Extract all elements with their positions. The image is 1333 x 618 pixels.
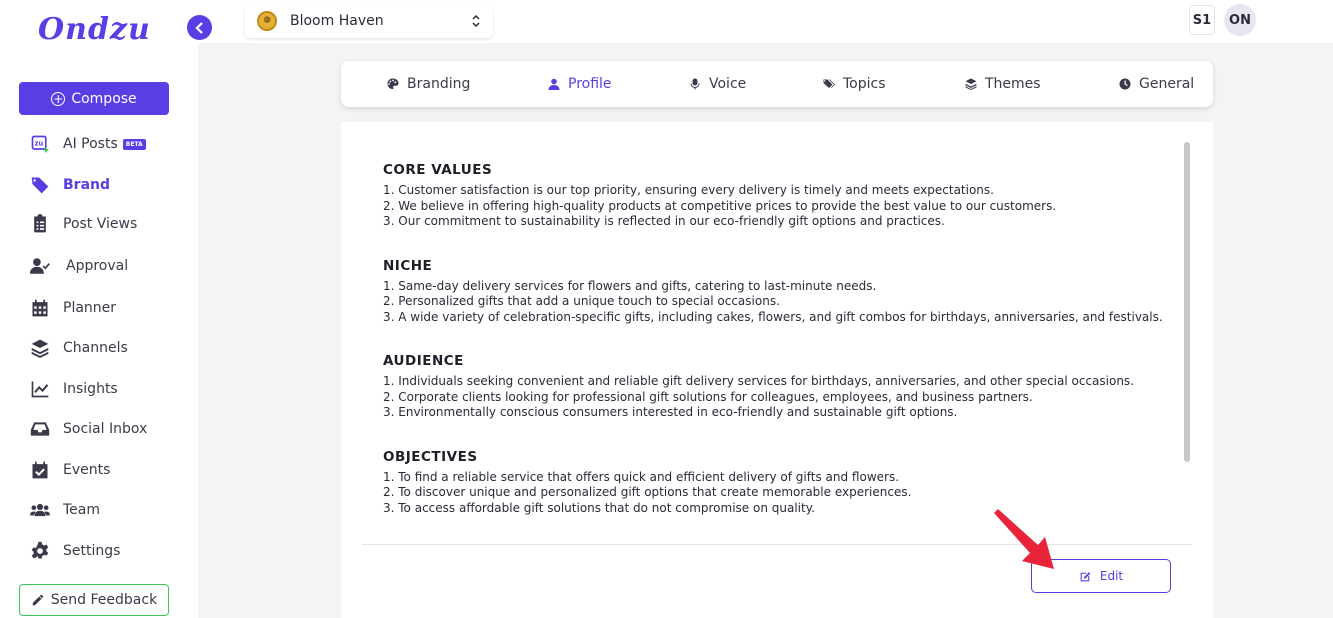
sidebar-item-label: Settings	[63, 543, 121, 559]
sidebar-item-settings[interactable]	[28, 538, 120, 564]
tab-topics[interactable]	[823, 61, 886, 107]
section-line: 2. To discover unique and personalized gift options that create memorable experiences.	[383, 485, 912, 499]
calendar-check-icon	[28, 458, 52, 482]
palette-icon	[387, 78, 399, 90]
user-check-icon	[28, 254, 52, 278]
brand-tabs	[341, 61, 1213, 107]
chart-line-icon	[28, 377, 52, 401]
tags-icon	[823, 78, 835, 90]
inbox-icon	[28, 417, 52, 441]
layers-icon	[28, 336, 52, 360]
tab-voice[interactable]	[689, 61, 746, 107]
section-line: 3. Environmentally conscious consumers interested in eco-friendly and sustainable gift options.	[383, 405, 958, 419]
section-audience	[383, 353, 1183, 421]
section-title: NICHE	[383, 257, 433, 274]
section-line: 1. Same-day delivery services for flowers and gifts, catering to last-minute needs.	[383, 278, 877, 293]
clipboard-list-icon	[28, 212, 52, 236]
tab-label: Themes	[985, 76, 1041, 92]
section-core-values	[383, 162, 1183, 230]
tab-label: Topics	[843, 76, 886, 92]
sidebar-item-label: Brand	[63, 177, 111, 193]
sort-caret-icon	[471, 14, 481, 28]
sidebar-item-post-views[interactable]	[28, 211, 137, 237]
sidebar-item-label: Post Views	[63, 216, 138, 232]
sidebar-item-label: Channels	[63, 340, 128, 356]
gear-icon	[28, 539, 52, 563]
sidebar-item-label: Events	[63, 462, 111, 478]
ai-posts-icon	[28, 132, 52, 156]
section-line: 1. Customer satisfaction is our top priority, ensuring every delivery is timely and meets expectations.	[383, 183, 994, 197]
sidebar-item-approval[interactable]	[28, 253, 128, 279]
tab-label: Profile	[568, 76, 612, 92]
profile-content	[383, 162, 1183, 542]
send-feedback-button[interactable]	[19, 584, 169, 616]
sidebar	[0, 0, 198, 618]
annotation-arrow-icon	[988, 505, 1068, 575]
send-feedback-label: Send Feedback	[50, 592, 158, 608]
section-niche	[383, 258, 1183, 326]
tab-label: Branding	[407, 76, 471, 92]
users-icon	[28, 498, 52, 522]
tab-profile[interactable]	[548, 61, 612, 107]
sidebar-item-social-inbox[interactable]	[28, 416, 147, 442]
sidebar-item-ai-posts[interactable]	[28, 131, 146, 157]
section-title: OBJECTIVES	[383, 448, 478, 465]
sidebar-item-label: Insights	[63, 381, 118, 397]
section-line: 1. Individuals seeking convenient and reliable gift delivery services for birthdays, anniversaries, and other special occasions.	[383, 374, 1135, 388]
pencil-icon	[31, 593, 45, 607]
section-title: CORE VALUES	[383, 162, 493, 178]
sidebar-item-label: Team	[63, 502, 101, 518]
compose-label: Compose	[71, 90, 137, 107]
section-line: 3. Our commitment to sustainability is reflected in our eco-friendly gift options and practices.	[383, 214, 945, 228]
content-scrollbar[interactable]	[1184, 142, 1190, 462]
user-avatar[interactable]: ON	[1224, 4, 1256, 36]
tab-label: General	[1139, 76, 1195, 92]
plus-circle-icon: +	[53, 91, 64, 106]
brand-name: Bloom Haven	[290, 13, 384, 29]
sidebar-item-label: Planner	[63, 300, 117, 316]
sidebar-item-events[interactable]	[28, 457, 110, 483]
calendar-icon	[28, 296, 52, 320]
section-line: 3. A wide variety of celebration-specific gifts, including cakes, flowers, and gift combos for birthdays, anniversaries, and festivals.	[383, 309, 1163, 324]
profile-card	[341, 122, 1213, 618]
svg-text:zu: zu	[34, 139, 44, 148]
edit-label: Edit	[1099, 569, 1124, 583]
tab-label: Voice	[709, 76, 747, 92]
sidebar-item-label: Social Inbox	[63, 421, 148, 437]
edit-icon	[1079, 570, 1092, 583]
sidebar-item-label: Approval	[66, 258, 129, 274]
section-line: 2. We believe in offering high-quality products at competitive prices to provide the best value to our customers.	[383, 198, 1057, 213]
sidebar-item-insights[interactable]	[28, 376, 118, 402]
app-logo[interactable]: Ondzu	[38, 12, 151, 47]
section-line: 2. Personalized gifts that add a unique touch to special occasions.	[383, 294, 780, 308]
microphone-icon	[689, 78, 701, 90]
section-line: 3. To access affordable gift solutions that do not compromise on quality.	[383, 500, 815, 515]
tab-branding[interactable]	[387, 61, 470, 107]
brand-logo-icon: ❁	[257, 11, 277, 31]
tag-icon	[28, 173, 52, 197]
tab-themes[interactable]	[965, 61, 1041, 107]
user-icon	[548, 78, 560, 90]
sidebar-item-label: AI Posts	[63, 136, 118, 152]
layers-icon	[965, 78, 977, 90]
sidebar-item-brand[interactable]	[28, 172, 110, 198]
sidebar-item-channels[interactable]	[28, 335, 128, 361]
tab-general[interactable]	[1119, 61, 1194, 107]
section-line: 1. To find a reliable service that offers quick and efficient delivery of gifts and flowers.	[383, 469, 900, 484]
collapse-sidebar-button[interactable]	[187, 15, 212, 40]
sidebar-item-team[interactable]	[28, 497, 100, 523]
beta-badge: BETA	[123, 139, 146, 150]
compose-button[interactable]	[19, 82, 169, 115]
brand-selector[interactable]	[245, 4, 493, 38]
chevron-left-icon	[194, 22, 206, 34]
clock-icon	[1119, 78, 1131, 90]
sidebar-item-planner[interactable]	[28, 295, 116, 321]
section-line: 2. Corporate clients looking for professional gift solutions for colleagues, employees, and business partners.	[383, 389, 1033, 404]
section-title: AUDIENCE	[383, 353, 464, 369]
workspace-avatar[interactable]: S1	[1189, 5, 1215, 35]
